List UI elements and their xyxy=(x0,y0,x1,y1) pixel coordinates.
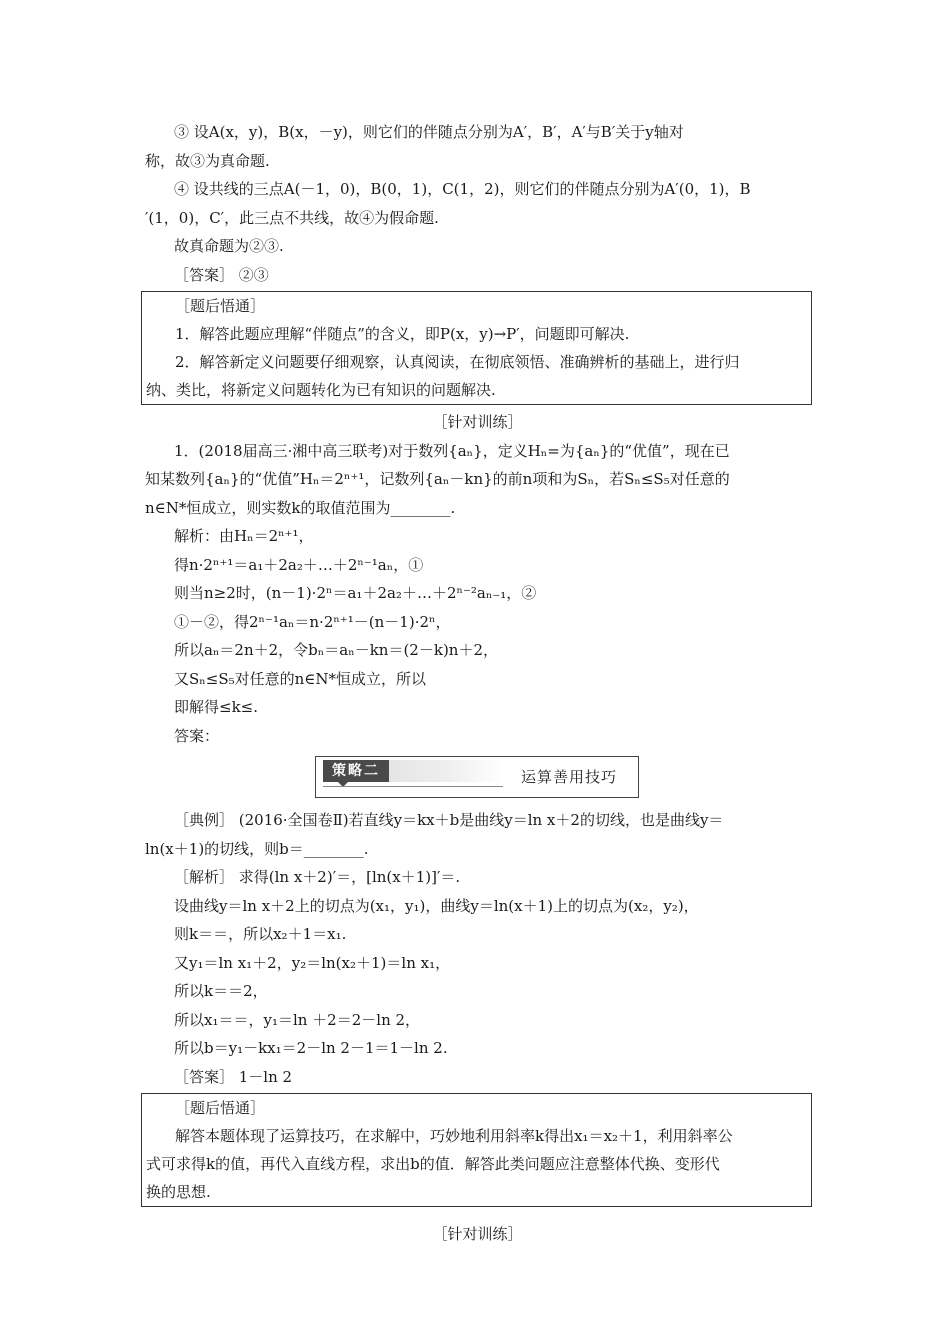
strategy-badge xyxy=(323,760,503,782)
text-line: 所以b＝y₁－kx₁＝2－ln 2－1＝1－ln 2. xyxy=(174,1039,448,1057)
strategy-banner xyxy=(315,756,639,798)
box-heading: ［题后悟通］ xyxy=(175,297,266,315)
text-line: 式可求得k的值，再代入直线方程，求出b的值．解答此类问题应注意整体代换、变形代 xyxy=(146,1155,720,1173)
text-line: ③ 设A(x，y)，B(x，－y)，则它们的伴随点分别为A′，B′，A′与B′关于y轴对 xyxy=(174,123,684,141)
text-line: 故真命题为②③. xyxy=(174,237,284,255)
text-line: 所以k＝＝2， xyxy=(174,982,268,1000)
text-line: 纳、类比，将新定义问题转化为已有知识的问题解决. xyxy=(146,381,496,399)
box-heading: ［题后悟通］ xyxy=(175,1099,266,1117)
text-line: 又Sₙ≤S₅对任意的n∈N*恒成立，所以 xyxy=(174,669,427,688)
text-line: ln(x＋1)的切线，则b＝________. xyxy=(145,839,369,858)
text-line: 1．解答此题应理解“伴随点”的含义，即P(x，y)→P′，问题即可解决. xyxy=(175,325,630,343)
text-line: ④ 设共线的三点A(－1，0)，B(0，1)，C(1，2)，则它们的伴随点分别为A′(0，1)，B xyxy=(174,180,751,198)
training-heading: ［针对训练］ xyxy=(432,1225,523,1243)
answer-line: 答案： xyxy=(174,726,220,745)
badge-underline xyxy=(323,786,503,787)
text-line: 换的思想. xyxy=(146,1183,211,1201)
text-line: ［解析］ 求得(ln x＋2)′＝，[ln(x＋1)]′＝. xyxy=(174,868,461,886)
strategy-badge-label: 策略二 xyxy=(323,760,389,782)
insight-box xyxy=(141,291,812,405)
text-line: 解答本题体现了运算技巧，在求解中，巧妙地利用斜率k得出x₁＝x₂＋1，利用斜率公 xyxy=(175,1127,733,1145)
text-line: ［典例］ (2016·全国卷Ⅱ)若直线y＝kx＋b是曲线y＝ln x＋2的切线，也是曲线y＝ xyxy=(174,811,724,829)
text-line: 所以aₙ＝2n＋2，令bₙ＝aₙ－kn＝(2－k)n＋2， xyxy=(174,641,498,659)
text-line: 则k＝＝，所以x₂＋1＝x₁. xyxy=(174,925,347,943)
text-line: 所以x₁＝＝，y₁＝ln ＋2＝2－ln 2， xyxy=(174,1010,421,1029)
text-line: 知某数列{aₙ}的“优值”Hₙ＝2ⁿ⁺¹，记数列{aₙ－kn}的前n项和为Sₙ，若Sₙ≤S₅对任意的 xyxy=(145,470,730,488)
text-line: 设曲线y＝ln x＋2上的切点为(x₁，y₁)，曲线y＝ln(x＋1)上的切点为(x₂，y₂)， xyxy=(174,896,699,915)
text-line: 即解得≤k≤. xyxy=(174,698,258,716)
answer-line: ［答案］ 1－ln 2 xyxy=(174,1067,293,1086)
text-line: 又y₁＝ln x₁＋2，y₂＝ln(x₂＋1)＝ln x₁， xyxy=(174,953,451,972)
answer-line: ［答案］ ②③ xyxy=(174,265,269,284)
document-page xyxy=(145,118,810,1249)
text-line: 则当n≥2时，(n－1)·2ⁿ＝a₁＋2a₂＋…＋2ⁿ⁻²aₙ₋₁，② xyxy=(174,584,537,602)
training-heading: ［针对训练］ xyxy=(432,413,523,431)
text-line: ′(1，0)，C′，此三点不共线，故④为假命题. xyxy=(145,208,439,227)
insight-box xyxy=(141,1093,812,1207)
text-line: 解析：由Hₙ＝2ⁿ⁺¹， xyxy=(174,527,314,545)
strategy-title: 运算善用技巧 xyxy=(521,768,618,786)
text-line: 得n·2ⁿ⁺¹＝a₁＋2a₂＋…＋2ⁿ⁻¹aₙ，① xyxy=(174,555,424,574)
text-line: 称，故③为真命题. xyxy=(145,151,270,170)
text-line: 1．(2018届高三·湘中高三联考)对于数列{aₙ}，定义Hₙ=为{aₙ}的“优值”，现在已 xyxy=(174,441,730,460)
text-line: n∈N*恒成立，则实数k的取值范围为________. xyxy=(145,498,456,517)
text-line: 2．解答新定义问题要仔细观察，认真阅读，在彻底领悟、准确辨析的基础上，进行归 xyxy=(175,353,740,371)
text-line: ①－②，得2ⁿ⁻¹aₙ＝n·2ⁿ⁺¹－(n－1)·2ⁿ， xyxy=(174,612,451,631)
